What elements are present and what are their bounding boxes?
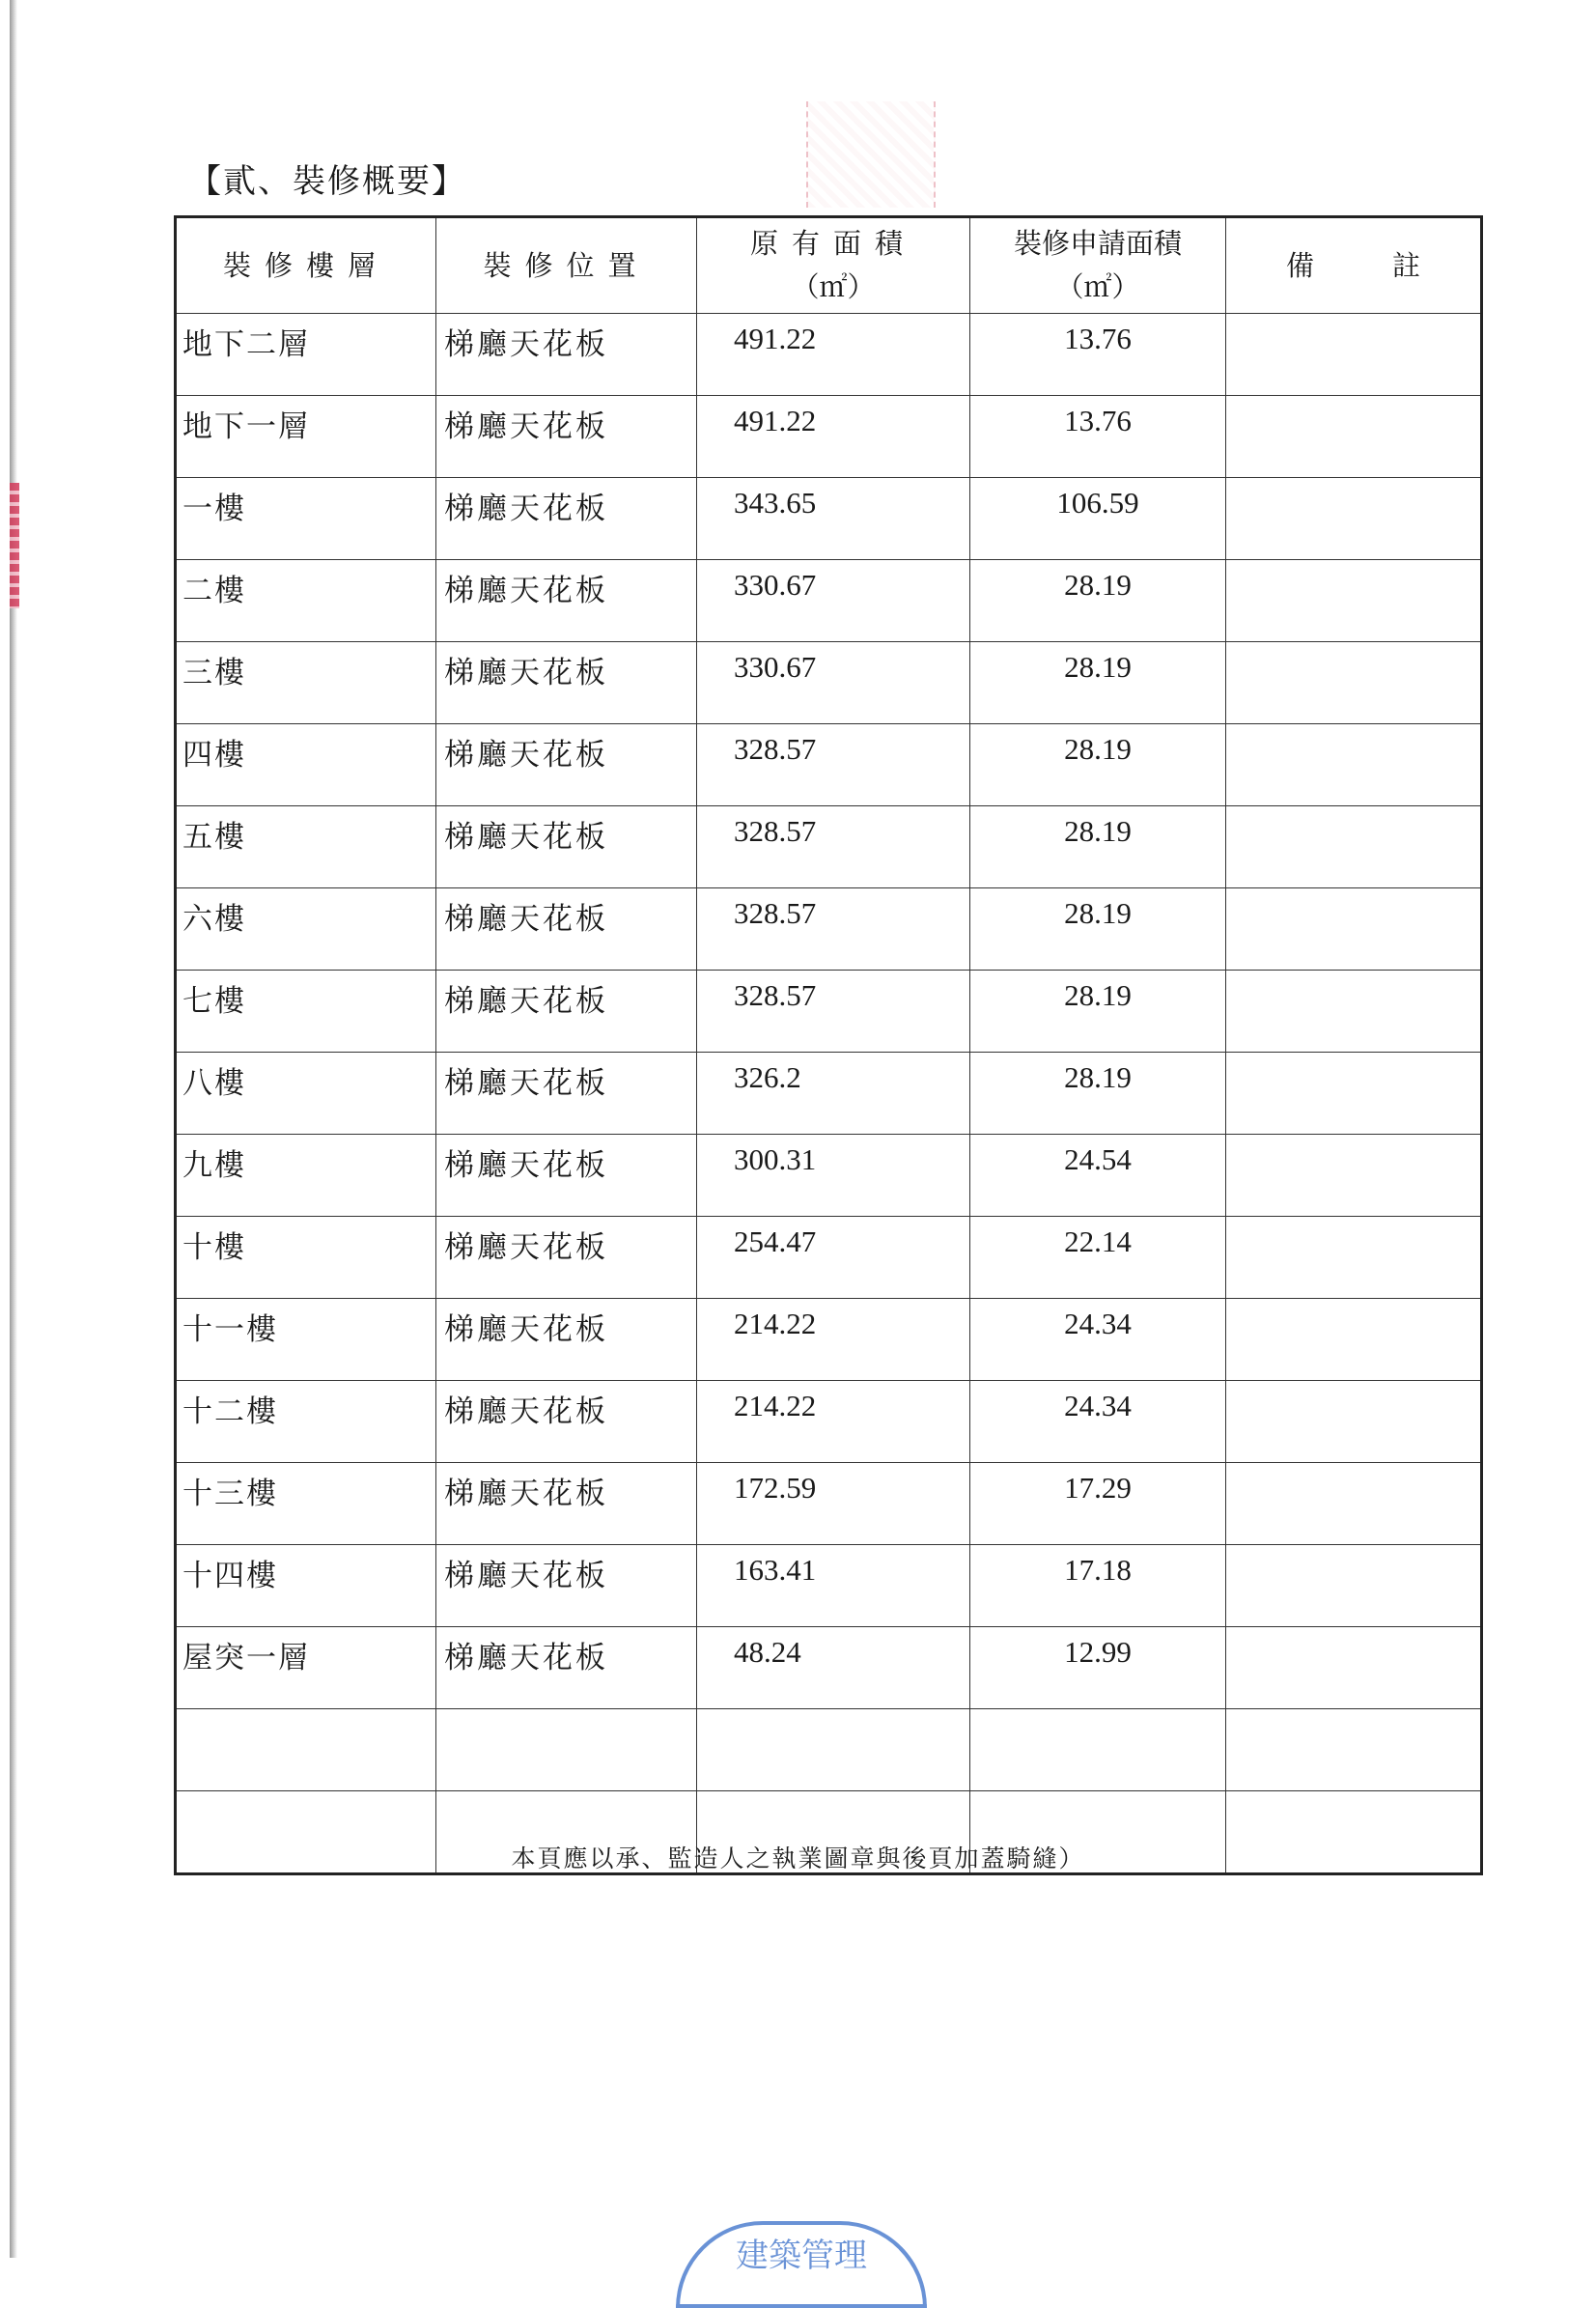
cell-floor: 六樓	[176, 888, 436, 971]
cell-floor: 九樓	[176, 1135, 436, 1217]
table-row	[176, 724, 1482, 806]
section-title: 【貳、裝修概要】	[188, 162, 466, 201]
table-row	[176, 1217, 1482, 1299]
cell-note	[1226, 560, 1482, 642]
table-body	[176, 314, 1482, 1874]
header-note-b: 註	[1391, 248, 1420, 282]
cell-original: 214.22	[697, 1381, 970, 1463]
cell-floor: 二樓	[176, 560, 436, 642]
cell-note	[1226, 1627, 1482, 1709]
header-note	[1226, 217, 1482, 314]
header-position: 裝修位置	[436, 217, 697, 314]
cell-note	[1226, 396, 1482, 478]
cell-original: 328.57	[697, 724, 970, 806]
cell-floor	[176, 1709, 436, 1791]
header-original-area-unit: （㎡）	[791, 270, 876, 303]
cell-original: 491.22	[697, 314, 970, 396]
cell-original: 330.67	[697, 560, 970, 642]
cell-original: 163.41	[697, 1545, 970, 1627]
header-original-area	[697, 217, 970, 314]
table-row	[176, 1053, 1482, 1135]
cell-requested: 28.19	[970, 1053, 1226, 1135]
header-requested-area-unit: （㎡）	[1055, 270, 1140, 303]
cell-requested: 28.19	[970, 560, 1226, 642]
footer-note: 本頁應以承、監造人之執業圖章與後頁加蓋騎縫）	[511, 1844, 1085, 1872]
cell-note	[1226, 1381, 1482, 1463]
cell-floor: 十樓	[176, 1217, 436, 1299]
cell-note	[1226, 1709, 1482, 1791]
table-row	[176, 1381, 1482, 1463]
renovation-summary-table	[174, 215, 1483, 1875]
cell-note	[1226, 1135, 1482, 1217]
cell-floor: 五樓	[176, 806, 436, 888]
cell-note	[1226, 724, 1482, 806]
table-row	[176, 1545, 1482, 1627]
table-row	[176, 560, 1482, 642]
table-row	[176, 1299, 1482, 1381]
cell-position: 梯廳天花板	[436, 888, 697, 971]
cell-floor: 四樓	[176, 724, 436, 806]
cell-original: 300.31	[697, 1135, 970, 1217]
table-header-row	[176, 217, 1482, 314]
header-requested-area	[970, 217, 1226, 314]
table-row	[176, 1709, 1482, 1791]
header-note-a: 備	[1285, 248, 1314, 282]
cell-position: 梯廳天花板	[436, 1053, 697, 1135]
table-row	[176, 1627, 1482, 1709]
header-original-area-label: 原有面積	[749, 227, 916, 261]
cell-note	[1226, 314, 1482, 396]
cell-requested: 17.29	[970, 1463, 1226, 1545]
cell-note	[1226, 806, 1482, 888]
cell-note	[1226, 1217, 1482, 1299]
cell-position: 梯廳天花板	[436, 314, 697, 396]
cell-requested: 13.76	[970, 396, 1226, 478]
cell-position: 梯廳天花板	[436, 1381, 697, 1463]
cell-requested: 28.19	[970, 806, 1226, 888]
cell-floor: 十三樓	[176, 1463, 436, 1545]
cell-original: 491.22	[697, 396, 970, 478]
cell-position: 梯廳天花板	[436, 971, 697, 1053]
cell-requested: 22.14	[970, 1217, 1226, 1299]
cell-floor: 三樓	[176, 642, 436, 724]
cell-floor: 七樓	[176, 971, 436, 1053]
table-row	[176, 314, 1482, 396]
table-row	[176, 888, 1482, 971]
cell-position: 梯廳天花板	[436, 724, 697, 806]
cell-floor: 十二樓	[176, 1381, 436, 1463]
cell-position: 梯廳天花板	[436, 560, 697, 642]
cell-note	[1226, 642, 1482, 724]
cell-note	[1226, 1463, 1482, 1545]
table-row	[176, 971, 1482, 1053]
scan-left-edge	[10, 0, 17, 2258]
cell-original: 254.47	[697, 1217, 970, 1299]
cell-original: 330.67	[697, 642, 970, 724]
cell-position: 梯廳天花板	[436, 642, 697, 724]
cell-position: 梯廳天花板	[436, 1627, 697, 1709]
cell-original: 326.2	[697, 1053, 970, 1135]
cell-position: 梯廳天花板	[436, 478, 697, 560]
cell-position: 梯廳天花板	[436, 1217, 697, 1299]
official-seal-text: 建築管理	[736, 2237, 867, 2275]
cell-original: 172.59	[697, 1463, 970, 1545]
cell-floor: 八樓	[176, 1053, 436, 1135]
cell-note	[1226, 478, 1482, 560]
cell-requested: 28.19	[970, 888, 1226, 971]
cell-requested: 106.59	[970, 478, 1226, 560]
cell-original	[697, 1709, 970, 1791]
cell-floor: 地下一層	[176, 396, 436, 478]
cell-position: 梯廳天花板	[436, 1545, 697, 1627]
table-row	[176, 396, 1482, 478]
header-floor: 裝修樓層	[176, 217, 436, 314]
cell-requested: 24.34	[970, 1299, 1226, 1381]
cell-requested: 28.19	[970, 724, 1226, 806]
cell-requested: 17.18	[970, 1545, 1226, 1627]
cell-position	[436, 1709, 697, 1791]
cell-position: 梯廳天花板	[436, 1135, 697, 1217]
cell-requested: 28.19	[970, 971, 1226, 1053]
cell-requested: 24.54	[970, 1135, 1226, 1217]
cell-position: 梯廳天花板	[436, 396, 697, 478]
cell-note	[1226, 1545, 1482, 1627]
cell-original: 214.22	[697, 1299, 970, 1381]
cell-original: 328.57	[697, 971, 970, 1053]
cell-requested: 24.34	[970, 1381, 1226, 1463]
faded-stamp	[806, 101, 936, 208]
official-seal	[676, 2221, 927, 2308]
cell-original: 328.57	[697, 888, 970, 971]
cell-original: 328.57	[697, 806, 970, 888]
table-row	[176, 478, 1482, 560]
cell-floor: 地下二層	[176, 314, 436, 396]
cell-original: 48.24	[697, 1627, 970, 1709]
binding-stamp-mark	[10, 483, 19, 608]
cell-position: 梯廳天花板	[436, 1299, 697, 1381]
cell-note	[1226, 888, 1482, 971]
table-row	[176, 806, 1482, 888]
cell-requested	[970, 1709, 1226, 1791]
cell-note	[1226, 1299, 1482, 1381]
header-requested-area-label: 裝修申請面積	[1013, 227, 1182, 261]
cell-note	[1226, 971, 1482, 1053]
cell-floor: 屋突一層	[176, 1627, 436, 1709]
cell-requested: 12.99	[970, 1627, 1226, 1709]
cell-position: 梯廳天花板	[436, 1463, 697, 1545]
cell-requested: 13.76	[970, 314, 1226, 396]
cell-floor: 十四樓	[176, 1545, 436, 1627]
cell-floor: 十一樓	[176, 1299, 436, 1381]
table-row	[176, 642, 1482, 724]
table-row	[176, 1135, 1482, 1217]
table-row	[176, 1463, 1482, 1545]
cell-requested: 28.19	[970, 642, 1226, 724]
cell-floor: 一樓	[176, 478, 436, 560]
cell-original: 343.65	[697, 478, 970, 560]
cell-note	[1226, 1053, 1482, 1135]
cell-position: 梯廳天花板	[436, 806, 697, 888]
